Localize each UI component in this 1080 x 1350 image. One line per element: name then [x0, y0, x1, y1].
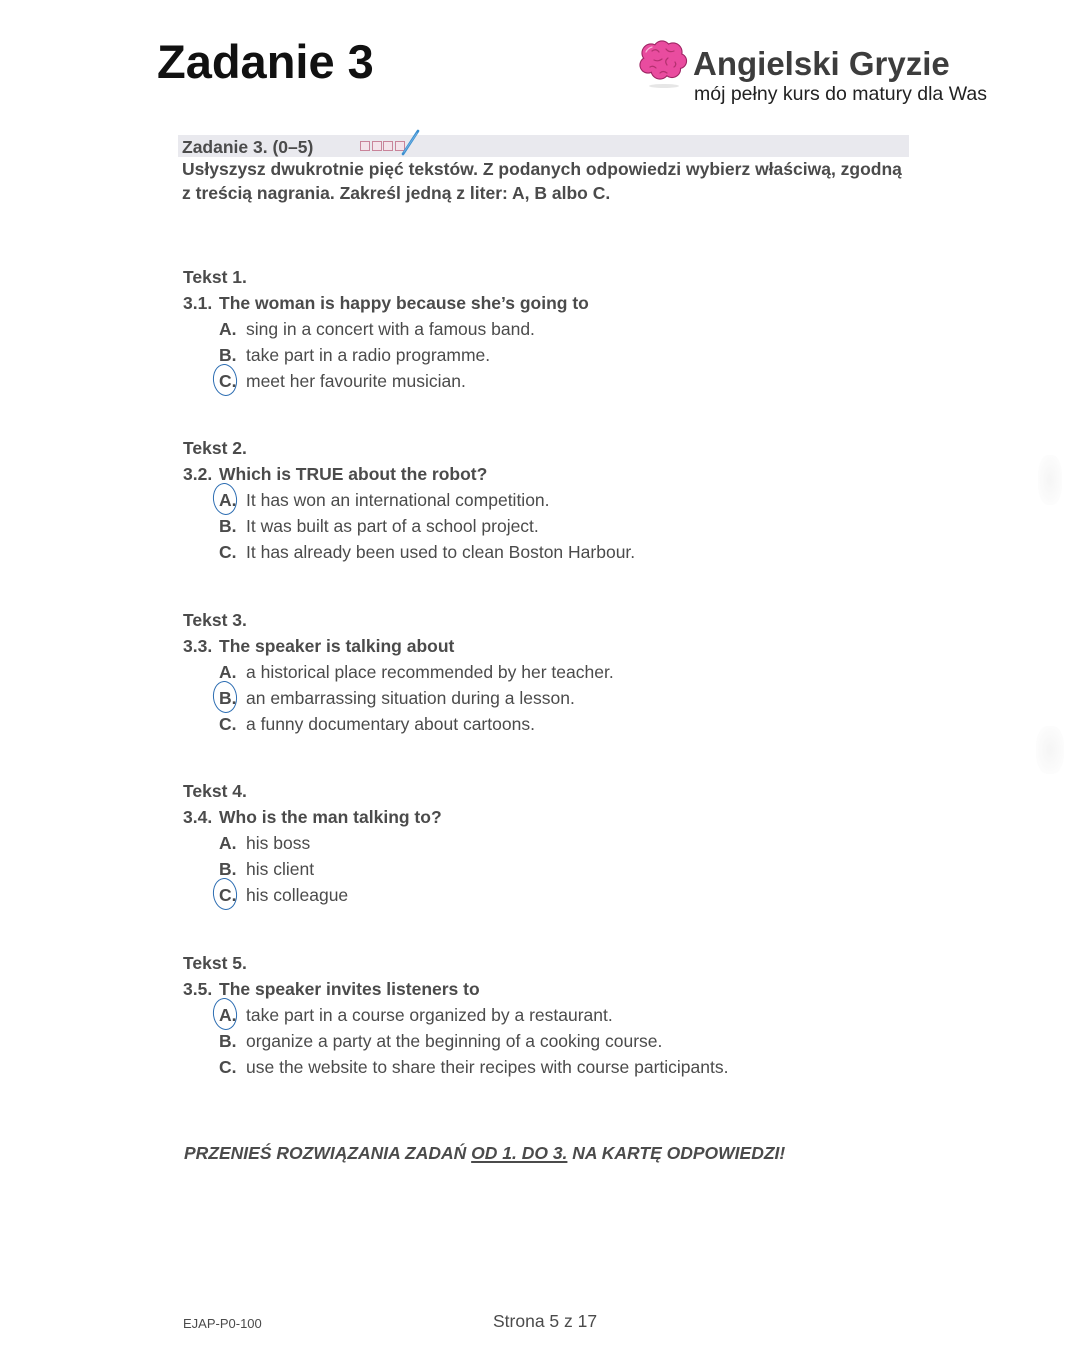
question-block-3-2 [183, 435, 1003, 565]
option-text: use the website to share their recipes with course participants. [246, 1057, 729, 1077]
option-letter [219, 882, 246, 908]
option-text: a historical place recommended by her teacher. [246, 662, 614, 682]
answer-option-a [183, 316, 1003, 342]
task-instructions [182, 158, 902, 205]
page-number: Strona 5 z 17 [493, 1311, 598, 1331]
text-label: Tekst 1. [183, 267, 247, 287]
option-letter-text: B. [219, 1031, 237, 1051]
option-text: an embarrassing situation during a lesson. [246, 688, 575, 708]
option-text: take part in a course organized by a restaurant. [246, 1005, 613, 1025]
question-text: The woman is happy because she’s going to [219, 293, 589, 313]
text-label: Tekst 2. [183, 438, 247, 458]
question-text: The speaker is talking about [219, 636, 455, 656]
exam-code: EJAP-P0-100 [183, 1316, 262, 1331]
option-letter-text: A. [219, 1005, 237, 1025]
option-text: meet her favourite musician. [246, 371, 466, 391]
option-text: his boss [246, 833, 311, 853]
option-letter-text: A. [219, 319, 237, 339]
instruction-line: Usłyszysz dwukrotnie pięć tekstów. Z podanych odpowiedzi wybierz właściwą, zgodną [182, 159, 902, 179]
question-block-3-1 [183, 264, 1003, 394]
option-letter-text: C. [219, 542, 237, 562]
answer-option-a [183, 659, 1003, 685]
pen-stroke-mark [398, 127, 424, 159]
option-letter [219, 1028, 246, 1054]
option-letter [219, 685, 246, 711]
option-letter [219, 487, 246, 513]
option-text: sing in a concert with a famous band. [246, 319, 535, 339]
option-text: It was built as part of a school project. [246, 516, 539, 536]
question [183, 461, 1003, 487]
brand-tagline: mój pełny kurs do matury dla Was [694, 83, 987, 105]
score-box [372, 141, 382, 151]
option-letter-text: C. [219, 885, 237, 905]
option-text: his client [246, 859, 315, 879]
score-box [360, 141, 370, 151]
option-text: It has won an international competition. [246, 490, 550, 510]
question-text: Which is TRUE about the robot? [219, 464, 488, 484]
option-text: his colleague [246, 885, 349, 905]
option-letter [219, 368, 246, 394]
question-text: Who is the man talking to? [219, 807, 442, 827]
answer-option-b [183, 513, 1003, 539]
question-text: The speaker invites listeners to [219, 979, 480, 999]
transfer-answers-note [184, 1140, 785, 1166]
answer-option-a [183, 1002, 1003, 1028]
option-letter [219, 342, 246, 368]
question [183, 976, 1003, 1002]
question [183, 633, 1003, 659]
question-number: 3.4. [183, 807, 213, 827]
option-letter-text: A. [219, 662, 237, 682]
option-letter [219, 316, 246, 342]
option-letter [219, 711, 246, 737]
answer-option-c [183, 1054, 1003, 1080]
option-letter-text: B. [219, 516, 237, 536]
answer-option-c [183, 539, 1003, 565]
text-label: Tekst 4. [183, 781, 247, 801]
option-letter-text: C. [219, 371, 237, 391]
question-block-3-5 [183, 950, 1003, 1080]
answer-option-a [183, 830, 1003, 856]
scan-artifact [1036, 726, 1064, 774]
text-label: Tekst 3. [183, 610, 247, 630]
question-number: 3.1. [183, 293, 213, 313]
question-block-3-4 [183, 778, 1003, 908]
answer-option-b [183, 856, 1003, 882]
option-letter [219, 513, 246, 539]
answer-option-a [183, 487, 1003, 513]
question-number: 3.3. [183, 636, 213, 656]
option-letter-text: C. [219, 1057, 237, 1077]
answer-option-c [183, 711, 1003, 737]
task-heading: Zadanie 3. (0–5) [182, 137, 314, 157]
option-letter [219, 1054, 246, 1080]
option-letter [219, 1002, 246, 1028]
option-letter-text: A. [219, 490, 237, 510]
option-letter [219, 830, 246, 856]
question-number: 3.5. [183, 979, 213, 999]
option-text: It has already been used to clean Boston Harbour. [246, 542, 636, 562]
transfer-note-range: OD 1. DO 3. [471, 1143, 568, 1163]
option-letter-text: A. [219, 833, 237, 853]
text-label: Tekst 5. [183, 953, 247, 973]
option-letter-text: B. [219, 859, 237, 879]
answer-option-b [183, 342, 1003, 368]
transfer-note-end: NA KARTĘ ODPOWIEDZI! [572, 1143, 786, 1163]
score-box [383, 141, 393, 151]
answer-option-b [183, 1028, 1003, 1054]
option-text: a funny documentary about cartoons. [246, 714, 535, 734]
answer-option-c [183, 882, 1003, 908]
answer-option-b [183, 685, 1003, 711]
option-text: organize a party at the beginning of a cooking course. [246, 1031, 663, 1051]
question-number: 3.2. [183, 464, 213, 484]
answer-option-c [183, 368, 1003, 394]
scan-artifact [1038, 455, 1062, 505]
option-letter-text: B. [219, 688, 237, 708]
page-title: Zadanie 3 [157, 35, 374, 88]
transfer-note-start: PRZENIEŚ ROZWIĄZANIA ZADAŃ [184, 1143, 467, 1163]
option-letter-text: C. [219, 714, 237, 734]
question [183, 290, 1003, 316]
option-letter [219, 659, 246, 685]
question [183, 804, 1003, 830]
instruction-line: z treścią nagrania. Zakreśl jedną z liter: A, B albo C. [182, 182, 611, 203]
option-text: take part in a radio programme. [246, 345, 491, 365]
option-letter [219, 856, 246, 882]
option-letter [219, 539, 246, 565]
brand-name: Angielski Gryzie [693, 45, 950, 82]
question-block-3-3 [183, 607, 1003, 737]
option-letter-text: B. [219, 345, 237, 365]
